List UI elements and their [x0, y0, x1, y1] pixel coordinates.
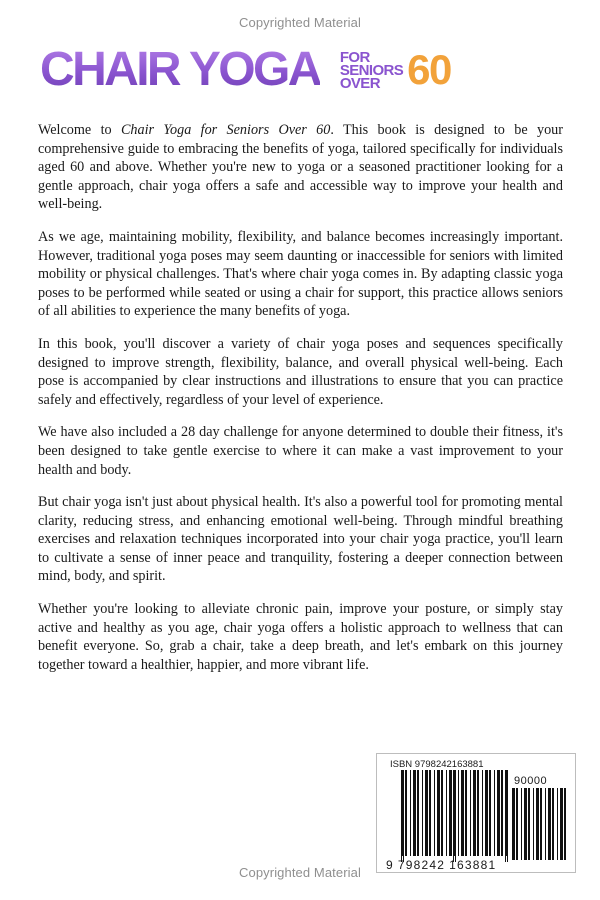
- paragraph-welcome-rest: . This book is designed to be your comprehensive guide to embracing the benefits of yoga, tailored specifically for individuals aged 60 and above. Whether you're new to yoga or a seasoned practitioner looking for a gentle approach, chair yoga offers a safe and accessible way to improve your health and well-being.: [38, 122, 563, 213]
- subtitle-line-seniors: SENIORS: [339, 61, 404, 79]
- book-title-main: CHAIR YOGA: [40, 43, 320, 96]
- paragraph-discover: In this book, you'll discover a variety of chair yoga poses and sequences specifically designed to improve strength, flexibility, balance, and overall physical well-being. Each pose is accompanied by clear instructions and illustrations to ensure that you can practice safely and effectively, regardless of your level of experience.: [38, 335, 563, 408]
- book-title-subtitle-stack: [339, 48, 404, 92]
- isbn-barcode-box: [376, 753, 576, 873]
- paragraph-challenge: We have also included a 28 day challenge for anyone determined to double their fitness, it's been designed to take gentle exercise to where it can make a vast improvement to your health and body.: [38, 424, 563, 478]
- paragraph-mental-health: But chair yoga isn't just about physical health. It's also a powerful tool for promoting mental clarity, reducing stress, and enhancing emotional well-being. Through mindful breathing exercises and relaxation techniques incorporated into your chair yoga practice, you'll learn to cultivate a sense of inner peace and tranquility, fostering a deeper connection between mind, body, and spirit.: [38, 494, 563, 585]
- paragraph-welcome: [38, 121, 563, 214]
- barcode-digits-left: 798242: [397, 858, 446, 872]
- subtitle-line-over: OVER: [339, 74, 380, 92]
- back-cover-description: [38, 121, 563, 688]
- barcode-bars: [377, 754, 577, 874]
- book-title-number: 60: [407, 46, 451, 93]
- paragraph-aging: As we age, maintaining mobility, flexibility, and balance becomes increasingly important. However, traditional yoga poses may seem daunting or inaccessible for seniors with limited mobility or physical challenges. That's where chair yoga comes in. By adapting classic yoga poses to be performed while seated or using a chair for support, this practice allows seniors of all abilities to experience the many benefits of yoga.: [38, 228, 563, 320]
- isbn-label: ISBN 9798242163881: [390, 759, 484, 770]
- copyright-watermark-top: Copyrighted Material: [239, 15, 361, 30]
- copyright-watermark-bottom: Copyrighted Material: [239, 865, 361, 880]
- book-title-italic: Chair Yoga for Seniors Over 60: [120, 122, 331, 138]
- paragraph-welcome-lead: Welcome to: [38, 122, 121, 138]
- price-code: 90000: [514, 775, 548, 787]
- barcode-digits-right: 163881: [449, 858, 497, 872]
- book-title-banner: [40, 40, 451, 100]
- barcode-digit-lead: 9: [386, 858, 394, 872]
- paragraph-closing: Whether you're looking to alleviate chronic pain, improve your posture, or simply stay active and healthy as you age, chair yoga offers a holistic approach to wellness that can benefit everyone. So, grab a chair, take a deep breath, and let's embark on this journey together toward a healthier, happier, and more vibrant life.: [38, 601, 563, 673]
- subtitle-line-for: FOR: [339, 48, 370, 66]
